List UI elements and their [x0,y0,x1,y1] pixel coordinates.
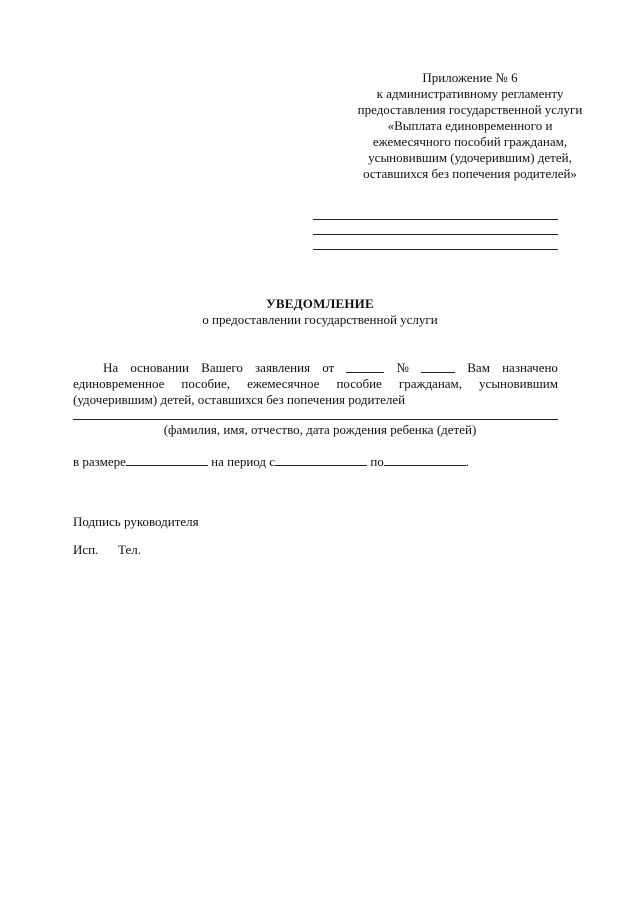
line-end-period: . [465,454,470,469]
body-word: гражданам, [398,376,463,391]
child-details-blank [73,419,558,420]
appendix-line-4: «Выплата единовременного и [387,118,553,133]
phone-label: Тел. [118,542,141,557]
period-start-blank [275,453,367,466]
body-word: назначено [502,360,558,375]
addressee-line-1 [313,219,558,220]
addressee-line-2 [313,234,558,235]
appendix-header [330,70,610,182]
body-word: На [103,360,119,375]
appendix-line-1: Приложение № 6 [422,70,518,85]
addressee-line-3 [313,249,558,250]
appendix-line-6: усыновившим (удочерившим) детей, [368,150,572,165]
period-label: на период с [211,454,276,469]
number-sign: № [396,360,409,375]
amount-blank [126,453,208,466]
document-title: УВЕДОМЛЕНИЕ [266,296,374,311]
document-subtitle: о предоставлении государственной услуги [202,312,438,327]
signature-label: Подпись руководителя [73,514,199,529]
body-word: заявления [255,360,311,375]
application-number-blank [421,360,455,373]
amount-period-line [73,453,469,470]
period-end-blank [384,453,466,466]
body-word: Вашего [201,360,243,375]
child-details-caption: (фамилия, имя, отчество, дата рождения ребенка (детей) [163,422,477,437]
application-date-blank [346,360,384,373]
period-to-label: по [370,454,384,469]
appendix-line-7: оставшихся без попечения родителей» [363,166,577,181]
body-word: основании [130,360,189,375]
body-word: усыновившим [479,376,558,391]
body-line-1 [73,360,558,376]
body-word: единовременное [73,376,165,391]
body-word: ежемесячное [247,376,320,391]
body-word: пособие [336,376,382,391]
body-word: пособие, [181,376,231,391]
body-line-3: (удочерившим) детей, оставшихся без попечения родителей [73,392,406,407]
body-word: от [322,360,335,375]
appendix-line-5: ежемесячного пособий гражданам, [372,134,568,149]
appendix-line-3: предоставления государственной услуги [357,102,583,117]
body-word: Вам [467,360,490,375]
executor-label: Исп. [73,542,99,557]
amount-label: в размере [73,454,126,469]
appendix-line-2: к административному регламенту [376,86,564,101]
body-line-2 [73,376,558,392]
